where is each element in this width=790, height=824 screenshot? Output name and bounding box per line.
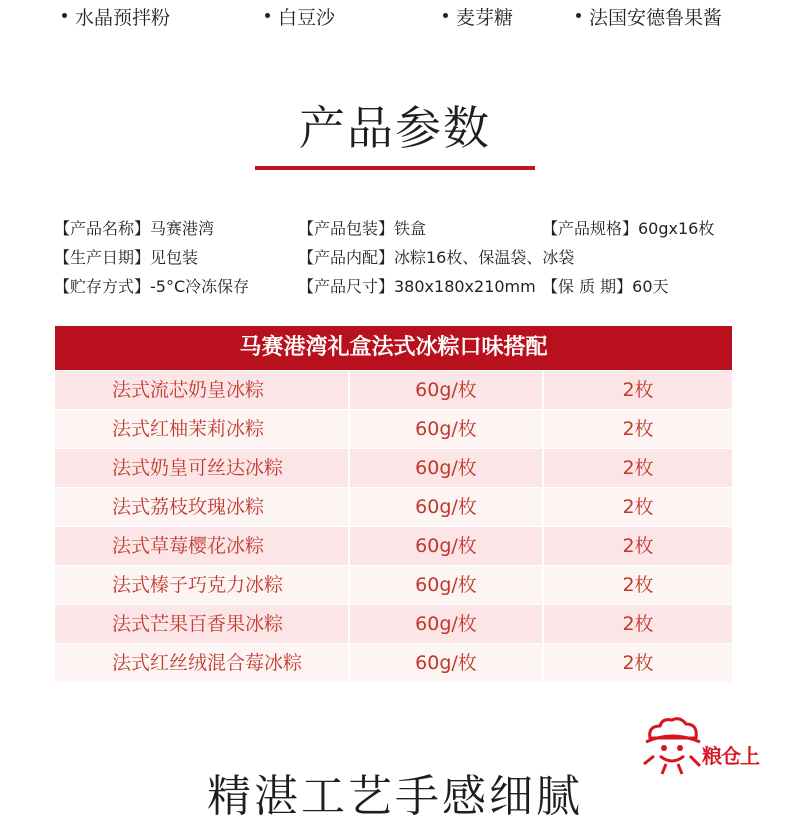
count-cell: 2枚: [622, 418, 654, 440]
flavor-table: [55, 326, 732, 682]
table-row: [55, 409, 732, 448]
ingredient-item: 白豆沙: [265, 3, 335, 30]
param-row: [54, 216, 754, 245]
flavor-name-cell: 法式草莓樱花冰粽: [55, 527, 350, 565]
table-title: 马赛港湾礼盒法式冰粽口味搭配: [55, 326, 732, 370]
title-underline: [255, 166, 535, 170]
table-row: [55, 643, 732, 682]
count-cell: 2枚: [622, 535, 654, 557]
weight-cell: 60g/枚: [350, 488, 544, 526]
table-row: [55, 604, 732, 643]
param-row: [54, 274, 754, 303]
logo-text: 粮仓上: [702, 744, 759, 768]
weight-cell: 60g/枚: [350, 566, 544, 604]
flavor-name-cell: 法式红丝绒混合莓冰粽: [55, 644, 350, 682]
weight-cell: 60g/枚: [350, 605, 544, 643]
bullet-icon: [62, 13, 67, 18]
weight-cell: 60g/枚: [350, 644, 544, 682]
flavor-name-cell: 法式荔枝玫瑰冰粽: [55, 488, 350, 526]
weight-cell: 60g/枚: [350, 527, 544, 565]
ingredient-item: 麦芽糖: [443, 3, 513, 30]
table-body: [55, 370, 732, 682]
bullet-icon: [265, 13, 270, 18]
ingredient-item: 法国安德鲁果酱: [576, 3, 722, 30]
param-date: 【生产日期】见包装: [54, 248, 199, 267]
param-name: 【产品名称】马赛港湾: [54, 219, 215, 238]
param-size: 【产品尺寸】380x180x210mm: [298, 277, 536, 296]
table-row: [55, 487, 732, 526]
ingredient-item: 水晶预拌粉: [62, 3, 170, 30]
product-params: [54, 216, 754, 303]
param-spec: 【产品规格】60gx16枚: [542, 219, 715, 238]
param-row: [54, 245, 754, 274]
count-cell: 2枚: [622, 652, 654, 674]
table-row: [55, 565, 732, 604]
bullet-icon: [443, 13, 448, 18]
flavor-name-cell: 法式红柚茉莉冰粽: [55, 410, 350, 448]
ingredient-list: [0, 0, 790, 32]
param-shelf-life: 【保 质 期】60天: [542, 277, 669, 296]
count-cell: 2枚: [622, 496, 654, 518]
section-title-params: 产品参数: [299, 101, 491, 155]
param-storage: 【贮存方式】-5°C冷冻保存: [54, 277, 250, 296]
flavor-name-cell: 法式流芯奶皇冰粽: [55, 371, 350, 409]
count-cell: 2枚: [622, 457, 654, 479]
flavor-name-cell: 法式芒果百香果冰粽: [55, 605, 350, 643]
bullet-icon: [576, 13, 581, 18]
flavor-name-cell: 法式奶皇可丝达冰粽: [55, 449, 350, 487]
count-cell: 2枚: [622, 574, 654, 596]
table-row: [55, 370, 732, 409]
count-cell: 2枚: [622, 379, 654, 401]
weight-cell: 60g/枚: [350, 449, 544, 487]
count-cell: 2枚: [622, 613, 654, 635]
table-row: [55, 448, 732, 487]
weight-cell: 60g/枚: [350, 371, 544, 409]
param-package: 【产品包装】铁盒: [298, 219, 427, 238]
weight-cell: 60g/枚: [350, 410, 544, 448]
flavor-name-cell: 法式榛子巧克力冰粽: [55, 566, 350, 604]
param-contents: 【产品内配】冰粽16枚、保温袋、冰袋: [298, 248, 575, 267]
table-row: [55, 526, 732, 565]
section-title-craft: 精湛工艺手感细腻: [207, 771, 583, 822]
